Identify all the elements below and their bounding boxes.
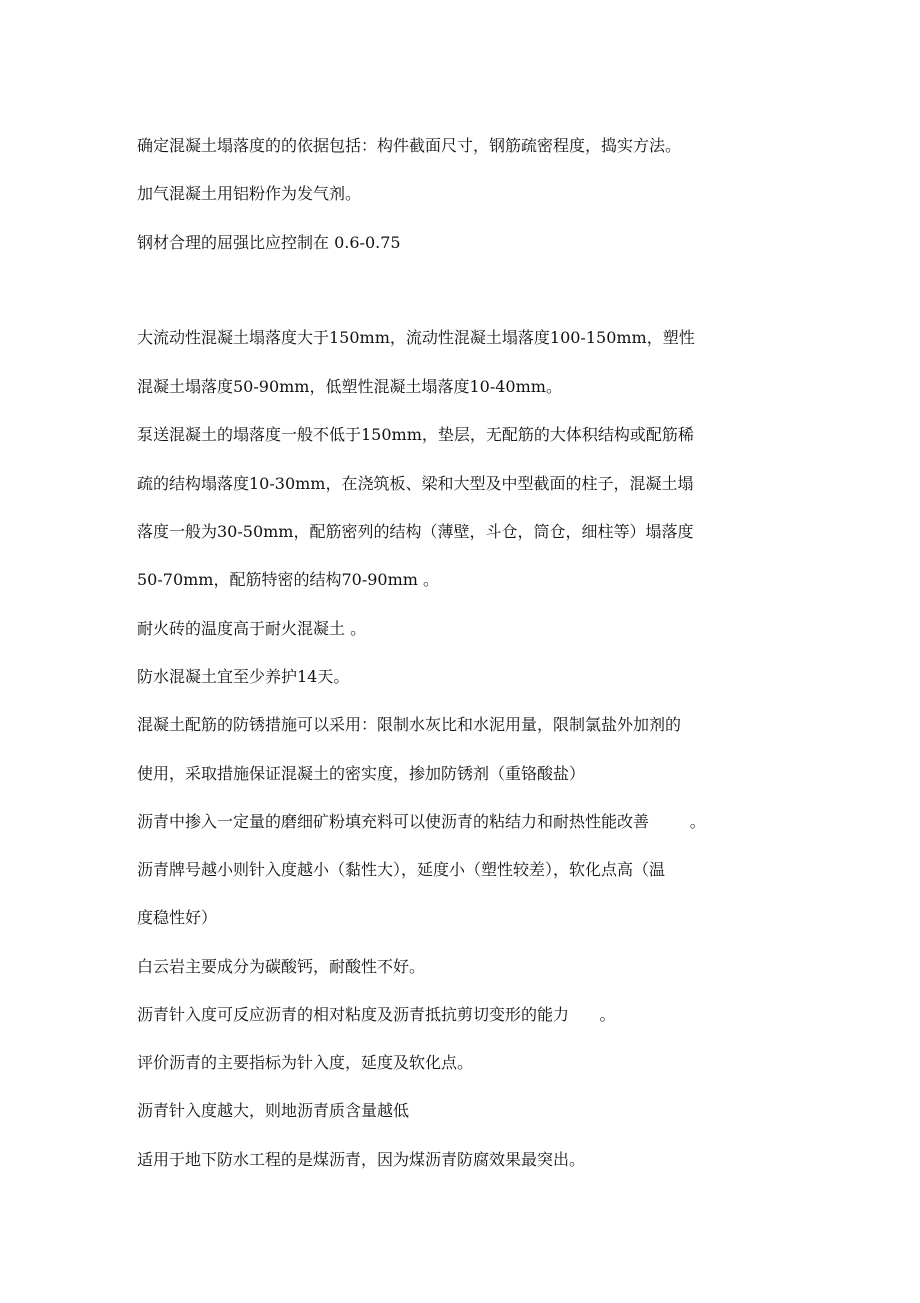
text-line: 使用，采取措施保证混凝土的密实度，掺加防锈剂（重铬酸盐） — [137, 764, 586, 783]
text-line: 混凝土配筋的防锈措施可以采用：限制水灰比和水泥用量，限制氯盐外加剂的 — [137, 715, 682, 734]
text-line: 大流动性混凝土塌落度大于150mm，流动性混凝土塌落度100-150mm，塑性 — [137, 328, 695, 347]
text-line: 耐火砖的温度高于耐火混凝土 。 — [137, 619, 367, 638]
text-line: 评价沥青的主要指标为针入度，延度及软化点。 — [137, 1053, 474, 1072]
text-line: 适用于地下防水工程的是煤沥青，因为煤沥青防腐效果最突出。 — [137, 1150, 586, 1169]
text-line: 落度一般为30-50mm，配筋密列的结构（薄壁，斗仓，筒仓，细柱等）塌落度 — [137, 522, 694, 541]
text-line: 沥青中掺入一定量的磨细矿粉填充料可以使沥青的粘结力和耐热性能改善 。 — [137, 812, 706, 831]
text-line: 泵送混凝土的塌落度一般不低于150mm，垫层，无配筋的大体积结构或配筋稀 — [137, 425, 694, 444]
text-line: 白云岩主要成分为碳酸钙，耐酸性不好。 — [137, 957, 426, 976]
text-line: 防水混凝土宜至少养护14天。 — [137, 667, 350, 686]
text-line: 沥青针入度可反应沥青的相对粘度及沥青抵抗剪切变形的能力 。 — [137, 1005, 616, 1024]
text-line: 50-70mm，配筋特密的结构70-90mm 。 — [137, 570, 440, 589]
text-line: 度稳性好） — [137, 908, 218, 927]
text-line: 沥青针入度越大，则地沥青质含量越低 — [137, 1101, 410, 1120]
text-line: 加气混凝土用铝粉作为发气剂。 — [137, 184, 362, 203]
text-line: 疏的结构塌落度10-30mm，在浇筑板、梁和大型及中型截面的柱子，混凝土塌 — [137, 474, 694, 493]
text-line: 沥青牌号越小则针入度越小（黏性大），延度小（塑性较差），软化点高（温 — [137, 860, 666, 879]
text-line: 钢材合理的屈强比应控制在 0.6-0.75 — [137, 233, 401, 252]
text-line: 混凝土塌落度50-90mm，低塑性混凝土塌落度10-40mm。 — [137, 377, 562, 396]
text-line: 确定混凝土塌落度的的依据包括：构件截面尺寸，钢筋疏密程度，捣实方法。 — [137, 136, 682, 155]
